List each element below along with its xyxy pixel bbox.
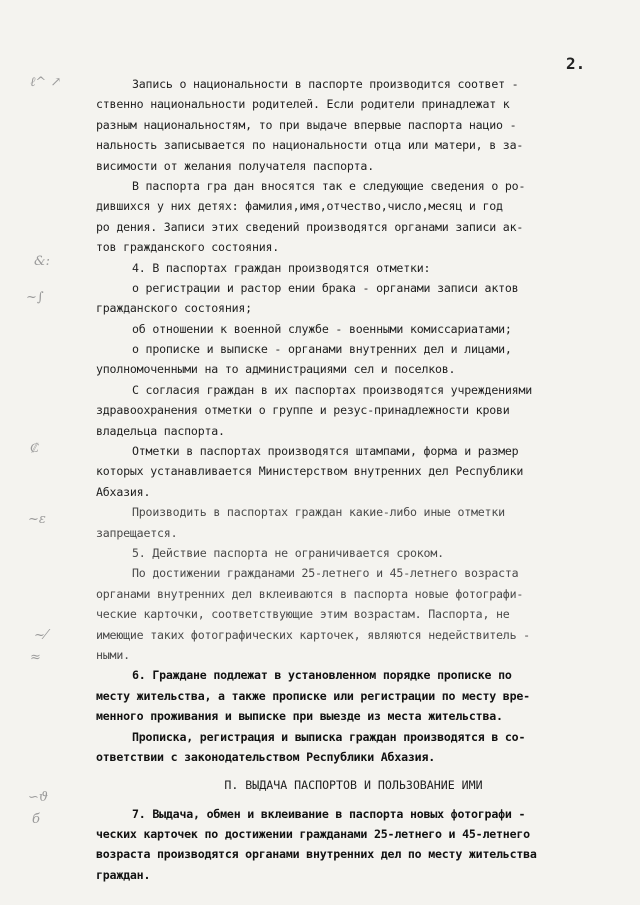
text-line: С согласия граждан в их паспортах производятся учреждениями xyxy=(132,382,533,397)
text-line: которых устанавливается Министерством внутренних дел Республики xyxy=(96,464,524,479)
page-number: 2. xyxy=(566,54,586,73)
margin-handwritten-mark: б xyxy=(32,812,40,827)
text-line: нальность записывается по национальности отца или матери, в за- xyxy=(96,138,524,153)
text-line: Запись о национальности в паспорте производится соответ - xyxy=(132,77,519,91)
margin-handwritten-mark: ∽ϑ xyxy=(28,790,49,805)
margin-handwritten-mark: ℓ^ ↗ xyxy=(30,75,62,90)
text-line: имеющие таких фотографических карточек, являются недействитель - xyxy=(96,627,530,642)
text-line: ными. xyxy=(96,647,130,662)
text-line: ческих карточек по достижении гражданами 25-летнего и 45-летнего xyxy=(96,827,530,842)
margin-handwritten-mark: &: xyxy=(34,254,50,269)
text-line: ро дения. Записи этих сведений производятся органами записи ак- xyxy=(96,219,524,234)
margin-handwritten-mark: ~∫ xyxy=(26,290,44,305)
text-line: владельца паспорта. xyxy=(96,423,225,438)
text-line: о регистрации и растор ении брака - органами записи актов xyxy=(132,280,519,295)
text-line: дившихся у них детях: фамилия,имя,отчество,число,месяц и год xyxy=(96,199,503,214)
text-line: возраста производятся органами внутренних дел по месту жительства xyxy=(96,847,537,862)
margin-handwritten-mark: ₡ xyxy=(30,441,39,456)
text-line: органами внутренних дел вклеиваются в паспорта новые фотографи- xyxy=(96,586,524,601)
document-body xyxy=(96,74,611,885)
text-line: Отметки в паспортах производятся штампами, форма и размер xyxy=(132,444,519,459)
margin-handwritten-mark: ≈ xyxy=(30,650,41,665)
text-line: месту жительства, а также прописке или регистрации по месту вре- xyxy=(96,688,530,703)
text-line: о прописке и выписке - органами внутренних дел и лицами, xyxy=(132,342,512,357)
text-line: 4. В паспортах граждан производятся отметки: xyxy=(132,260,431,275)
text-line: Прописка, регистрация и выписка граждан производятся в со- xyxy=(132,729,526,744)
text-line: разным национальностям, то при выдаче впервые паспорта нацио - xyxy=(96,117,517,132)
text-line: здравоохранения отметки о группе и резус-принадлежности крови xyxy=(96,403,510,418)
text-line: Производить в паспортах граждан какие-либо иные отметки xyxy=(132,505,505,520)
text-line: 6. Граждане подлежат в установленном порядке прописке по xyxy=(132,668,512,683)
text-line: По достижении гражданами 25-летнего и 45-летнего возраста xyxy=(132,566,519,581)
text-line: тов гражданского состояния. xyxy=(96,240,280,255)
text-line: уполномоченными на то администрациями сел и поселков. xyxy=(96,362,456,377)
text-line: Абхазия. xyxy=(96,484,151,499)
text-line: ческие карточки, соответствующие этим возрастам. Паспорта, не xyxy=(96,607,510,622)
margin-handwritten-mark: ~ε xyxy=(28,512,46,527)
margin-handwritten-mark: ~⁄ xyxy=(34,628,48,643)
text-line: висимости от желания получателя паспорта. xyxy=(96,158,374,173)
text-line: граждан. xyxy=(96,867,151,882)
text-line: об отношении к военной службе - военными комиссариатами; xyxy=(132,321,512,336)
text-line: ответствии с законодательством Республики Абхазия. xyxy=(96,749,436,764)
text-line: менного проживания и выписке при выезде из места жительства. xyxy=(96,709,503,724)
text-line: 5. Действие паспорта не ограничивается сроком. xyxy=(132,545,444,560)
text-line: ственно национальности родителей. Если родители принадлежат к xyxy=(96,97,510,112)
text-line: гражданского состояния; xyxy=(96,301,252,316)
text-line: В паспорта гра дан вносятся так е следующие сведения о ро- xyxy=(132,178,526,193)
text-line: запрещается. xyxy=(96,525,178,540)
section-heading: П. ВЫДАЧА ПАСПОРТОВ И ПОЛЬЗОВАНИЕ ИМИ xyxy=(224,778,483,793)
text-line: 7. Выдача, обмен и вклеивание в паспорта новых фотографи - xyxy=(132,806,526,821)
